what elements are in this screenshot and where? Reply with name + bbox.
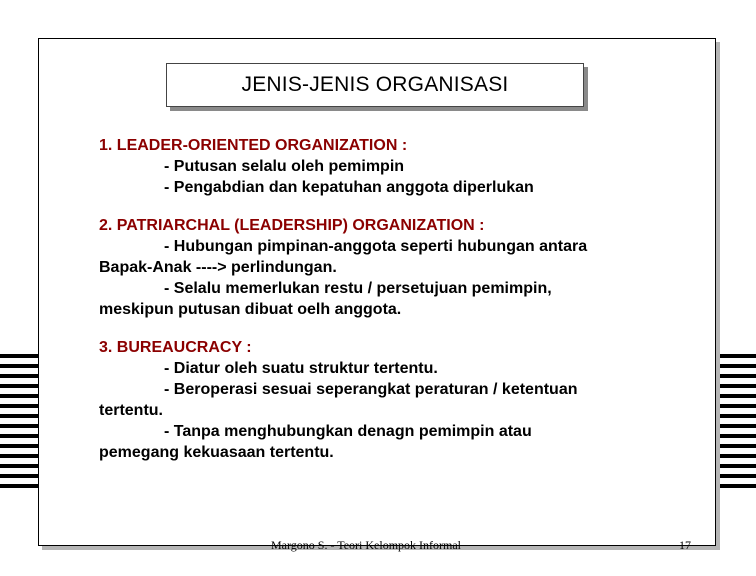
slide-frame (38, 38, 716, 552)
stripe-line (718, 414, 756, 418)
stripe-line (0, 474, 38, 478)
stripe-line (718, 404, 756, 408)
stripe-line (0, 424, 38, 428)
section-heading: 3. BUREAUCRACY : (99, 339, 252, 356)
section-heading: 1. LEADER-ORIENTED ORGANIZATION : (99, 137, 408, 154)
stripe-line (718, 444, 756, 448)
stripe-line (718, 364, 756, 368)
stripe-line (0, 414, 38, 418)
stripe-line (0, 364, 38, 368)
continuation-line: tertentu. (99, 402, 163, 419)
stripe-line (718, 454, 756, 458)
continuation-line: pemegang kekuasaan tertentu. (99, 444, 334, 461)
section-patriarchal (99, 215, 659, 320)
stripe-line (718, 464, 756, 468)
stripe-line (0, 454, 38, 458)
continuation-line: Bapak-Anak ----> perlindungan. (99, 259, 337, 276)
stripe-line (718, 474, 756, 478)
stripe-line (718, 354, 756, 358)
section-bureaucracy (99, 337, 659, 463)
slide-footer: Margono S. - Teori Kelompok Informal (271, 538, 462, 552)
bullet-line: - Tanpa menghubungkan denagn pemimpin atau (164, 423, 532, 440)
stripe-line (0, 354, 38, 358)
bullet-line: - Putusan selalu oleh pemimpin (164, 158, 405, 175)
stripe-line (0, 384, 38, 388)
bullet-line: - Pengabdian dan kepatuhan anggota diperlukan (164, 179, 534, 196)
slide-body (99, 135, 659, 480)
slide-title: JENIS-JENIS ORGANISASI (241, 73, 509, 96)
bullet-line: - Diatur oleh suatu struktur tertentu. (164, 360, 438, 377)
stripe-line (0, 444, 38, 448)
section-heading: 2. PATRIARCHAL (LEADERSHIP) ORGANIZATION : (99, 217, 485, 234)
section-leader-oriented (99, 135, 659, 198)
bullet-line: - Selalu memerlukan restu / persetujuan pemimpin, (164, 280, 552, 297)
continuation-line: meskipun putusan dibuat oelh anggota. (99, 301, 402, 318)
stripe-line (0, 374, 38, 378)
stripe-line (718, 434, 756, 438)
stripe-line (0, 404, 38, 408)
stripe-line (718, 394, 756, 398)
stripe-line (0, 394, 38, 398)
stripe-line (718, 384, 756, 388)
bullet-line: - Beroperasi sesuai seperangkat peraturan / ketentuan (164, 381, 578, 398)
stripe-line (718, 484, 756, 488)
stripe-line (718, 374, 756, 378)
stripe-line (0, 434, 38, 438)
stripe-line (0, 464, 38, 468)
right-stripe-decoration (718, 354, 756, 494)
bullet-line: - Hubungan pimpinan-anggota seperti hubungan antara (164, 238, 588, 255)
stripe-line (0, 484, 38, 488)
page-number: 17 (679, 538, 691, 552)
title-box (166, 63, 584, 107)
left-stripe-decoration (0, 354, 38, 494)
stripe-line (718, 424, 756, 428)
